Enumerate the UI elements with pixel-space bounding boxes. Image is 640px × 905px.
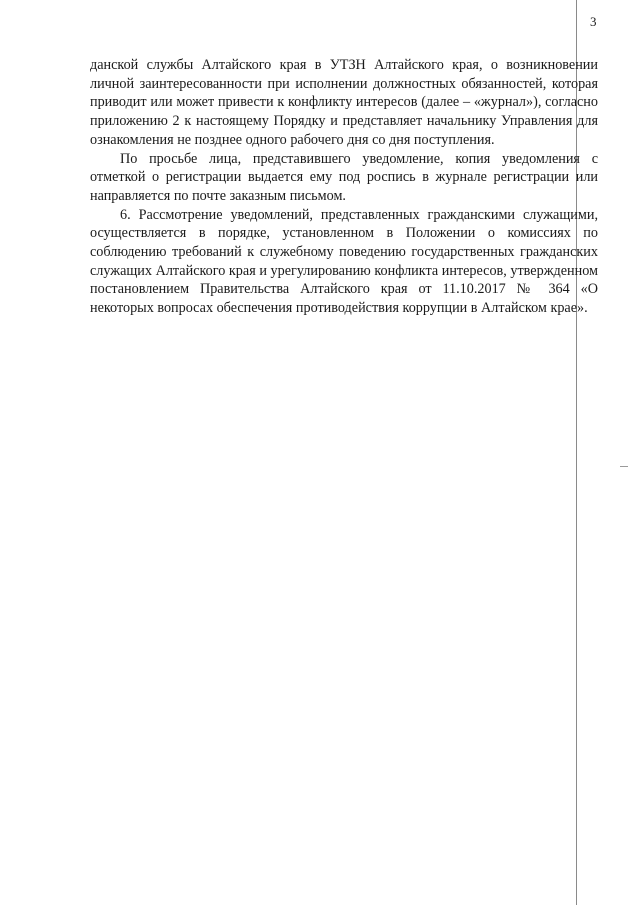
document-body <box>90 56 598 318</box>
paragraph-item-6: 6. Рассмотрение уведомлений, представленных гражданскими служащими, осуществляется в порядке, установленном в Положении о комиссиях по соблюдению требований к служебному поведению государственных гражданских служащих Алтайского края и урегулированию конфликта интересов, утвержденном постановлением Правительства Алтайского края от 11.10.2017 № 364 «О некоторых вопросах обеспечения противодействия коррупции в Алтайском крае». <box>90 206 598 317</box>
scan-edge-mark <box>620 466 628 467</box>
paragraph-copy-request: По просьбе лица, представившего уведомление, копия уведомления с отметкой о регистрации выдается ему под роспись в журнале регистрации или направляется по почте заказным письмом. <box>90 150 598 204</box>
paragraph-journal-registration: данской службы Алтайского края в УТЗН Алтайского края, о возникновении личной заинтересованности при исполнении должностных обязанностей, которая приводит или может привести к конфликту интересов (далее – «журнал»), согласно приложению 2 к настоящему Порядку и представляет начальнику Управления для ознакомления не позднее одного рабочего дня со дня поступления. <box>90 57 598 148</box>
page-number: 3 <box>590 14 597 29</box>
